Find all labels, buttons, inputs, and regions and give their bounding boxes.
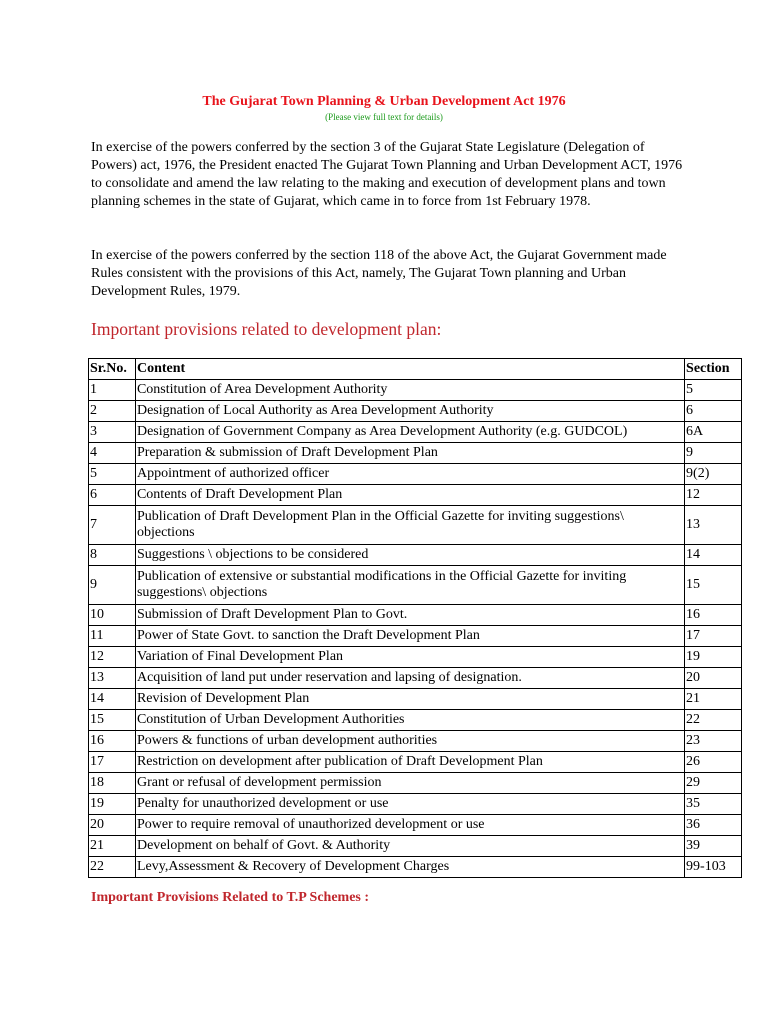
table-row (89, 668, 742, 689)
row-section: 5 (685, 380, 742, 401)
row-content: Contents of Draft Development Plan (135, 485, 684, 506)
tp-schemes-heading: Important Provisions Related to T.P Schemes : (91, 890, 370, 905)
row-section: 29 (685, 773, 742, 794)
table-row (89, 401, 742, 422)
table-row (89, 710, 742, 731)
row-sr-no: 6 (89, 485, 136, 506)
table-row (89, 464, 742, 485)
row-section: 12 (685, 485, 742, 506)
table-row (89, 836, 742, 857)
table-row (89, 647, 742, 668)
table-row (89, 689, 742, 710)
row-content: Submission of Draft Development Plan to Govt. (135, 605, 684, 626)
row-section: 23 (685, 731, 742, 752)
row-sr-no: 4 (89, 443, 136, 464)
table-row (89, 857, 742, 878)
row-sr-no: 10 (89, 605, 136, 626)
row-sr-no: 13 (89, 668, 136, 689)
row-sr-no: 11 (89, 626, 136, 647)
row-content: Preparation & submission of Draft Development Plan (135, 443, 684, 464)
rules-paragraph: In exercise of the powers conferred by the section 118 of the above Act, the Gujarat Government made Rules consistent with the provisions of this Act, namely, The Gujarat Town planning and Urban Development Rules, 1979. (91, 248, 667, 299)
row-content: Suggestions \ objections to be considered (135, 545, 684, 566)
row-sr-no: 21 (89, 836, 136, 857)
row-section: 39 (685, 836, 742, 857)
row-sr-no: 19 (89, 794, 136, 815)
row-sr-no: 7 (89, 506, 136, 545)
row-section: 35 (685, 794, 742, 815)
table-row (89, 605, 742, 626)
row-section: 36 (685, 815, 742, 836)
row-content: Variation of Final Development Plan (135, 647, 684, 668)
table-row (89, 443, 742, 464)
header-sr-no: Sr.No. (89, 359, 136, 380)
row-sr-no: 14 (89, 689, 136, 710)
table-row (89, 380, 742, 401)
document-subtitle: (Please view full text for details) (325, 112, 443, 122)
row-section: 20 (685, 668, 742, 689)
row-sr-no: 16 (89, 731, 136, 752)
row-sr-no: 18 (89, 773, 136, 794)
row-content: Constitution of Area Development Authority (135, 380, 684, 401)
row-section: 22 (685, 710, 742, 731)
row-content: Designation of Government Company as Area Development Authority (e.g. GUDCOL) (135, 422, 684, 443)
development-plan-heading: Important provisions related to development plan: (91, 319, 442, 339)
row-section: 15 (685, 566, 742, 605)
row-content: Power of State Govt. to sanction the Draft Development Plan (135, 626, 684, 647)
header-content: Content (135, 359, 684, 380)
row-section: 19 (685, 647, 742, 668)
row-sr-no: 17 (89, 752, 136, 773)
table-row (89, 815, 742, 836)
row-content: Powers & functions of urban development authorities (135, 731, 684, 752)
header-section: Section (685, 359, 742, 380)
row-section: 16 (685, 605, 742, 626)
table-header-row (89, 359, 742, 380)
row-section: 9 (685, 443, 742, 464)
row-content: Acquisition of land put under reservation and lapsing of designation. (135, 668, 684, 689)
row-section: 26 (685, 752, 742, 773)
intro-paragraph: In exercise of the powers conferred by the section 3 of the Gujarat State Legislature (Delegation of Powers) act, 1976, the President enacted The Gujarat Town Planning and Urban Development ACT, 1976 to consolidate and amend the law relating to the making and execution of development plans and town planning schemes in the state of Gujarat, which came in to force from 1st February 1978. (91, 140, 683, 209)
row-sr-no: 12 (89, 647, 136, 668)
row-section: 6 (685, 401, 742, 422)
row-section: 17 (685, 626, 742, 647)
row-content: Publication of extensive or substantial modifications in the Official Gazette for inviting suggestions\ objections (135, 566, 684, 605)
table-row (89, 752, 742, 773)
row-content: Constitution of Urban Development Authorities (135, 710, 684, 731)
table-row (89, 773, 742, 794)
table-row (89, 485, 742, 506)
row-content: Grant or refusal of development permission (135, 773, 684, 794)
table-row (89, 794, 742, 815)
row-sr-no: 22 (89, 857, 136, 878)
row-content: Publication of Draft Development Plan in the Official Gazette for inviting suggestions\ objections (135, 506, 684, 545)
table-row (89, 626, 742, 647)
row-sr-no: 2 (89, 401, 136, 422)
row-section: 13 (685, 506, 742, 545)
row-content: Revision of Development Plan (135, 689, 684, 710)
row-section: 9(2) (685, 464, 742, 485)
row-sr-no: 9 (89, 566, 136, 605)
table-row (89, 566, 742, 605)
row-section: 21 (685, 689, 742, 710)
table-row (89, 422, 742, 443)
table-row (89, 506, 742, 545)
row-content: Development on behalf of Govt. & Authority (135, 836, 684, 857)
row-content: Restriction on development after publication of Draft Development Plan (135, 752, 684, 773)
row-content: Penalty for unauthorized development or use (135, 794, 684, 815)
row-content: Power to require removal of unauthorized development or use (135, 815, 684, 836)
table-row (89, 731, 742, 752)
row-section: 99-103 (685, 857, 742, 878)
row-sr-no: 20 (89, 815, 136, 836)
row-content: Designation of Local Authority as Area Development Authority (135, 401, 684, 422)
table-row (89, 545, 742, 566)
provisions-table (88, 358, 742, 878)
row-section: 14 (685, 545, 742, 566)
document-title: The Gujarat Town Planning & Urban Development Act 1976 (202, 94, 566, 109)
row-section: 6A (685, 422, 742, 443)
row-content: Levy,Assessment & Recovery of Development Charges (135, 857, 684, 878)
row-sr-no: 15 (89, 710, 136, 731)
row-sr-no: 8 (89, 545, 136, 566)
row-sr-no: 1 (89, 380, 136, 401)
row-content: Appointment of authorized officer (135, 464, 684, 485)
row-sr-no: 5 (89, 464, 136, 485)
row-sr-no: 3 (89, 422, 136, 443)
